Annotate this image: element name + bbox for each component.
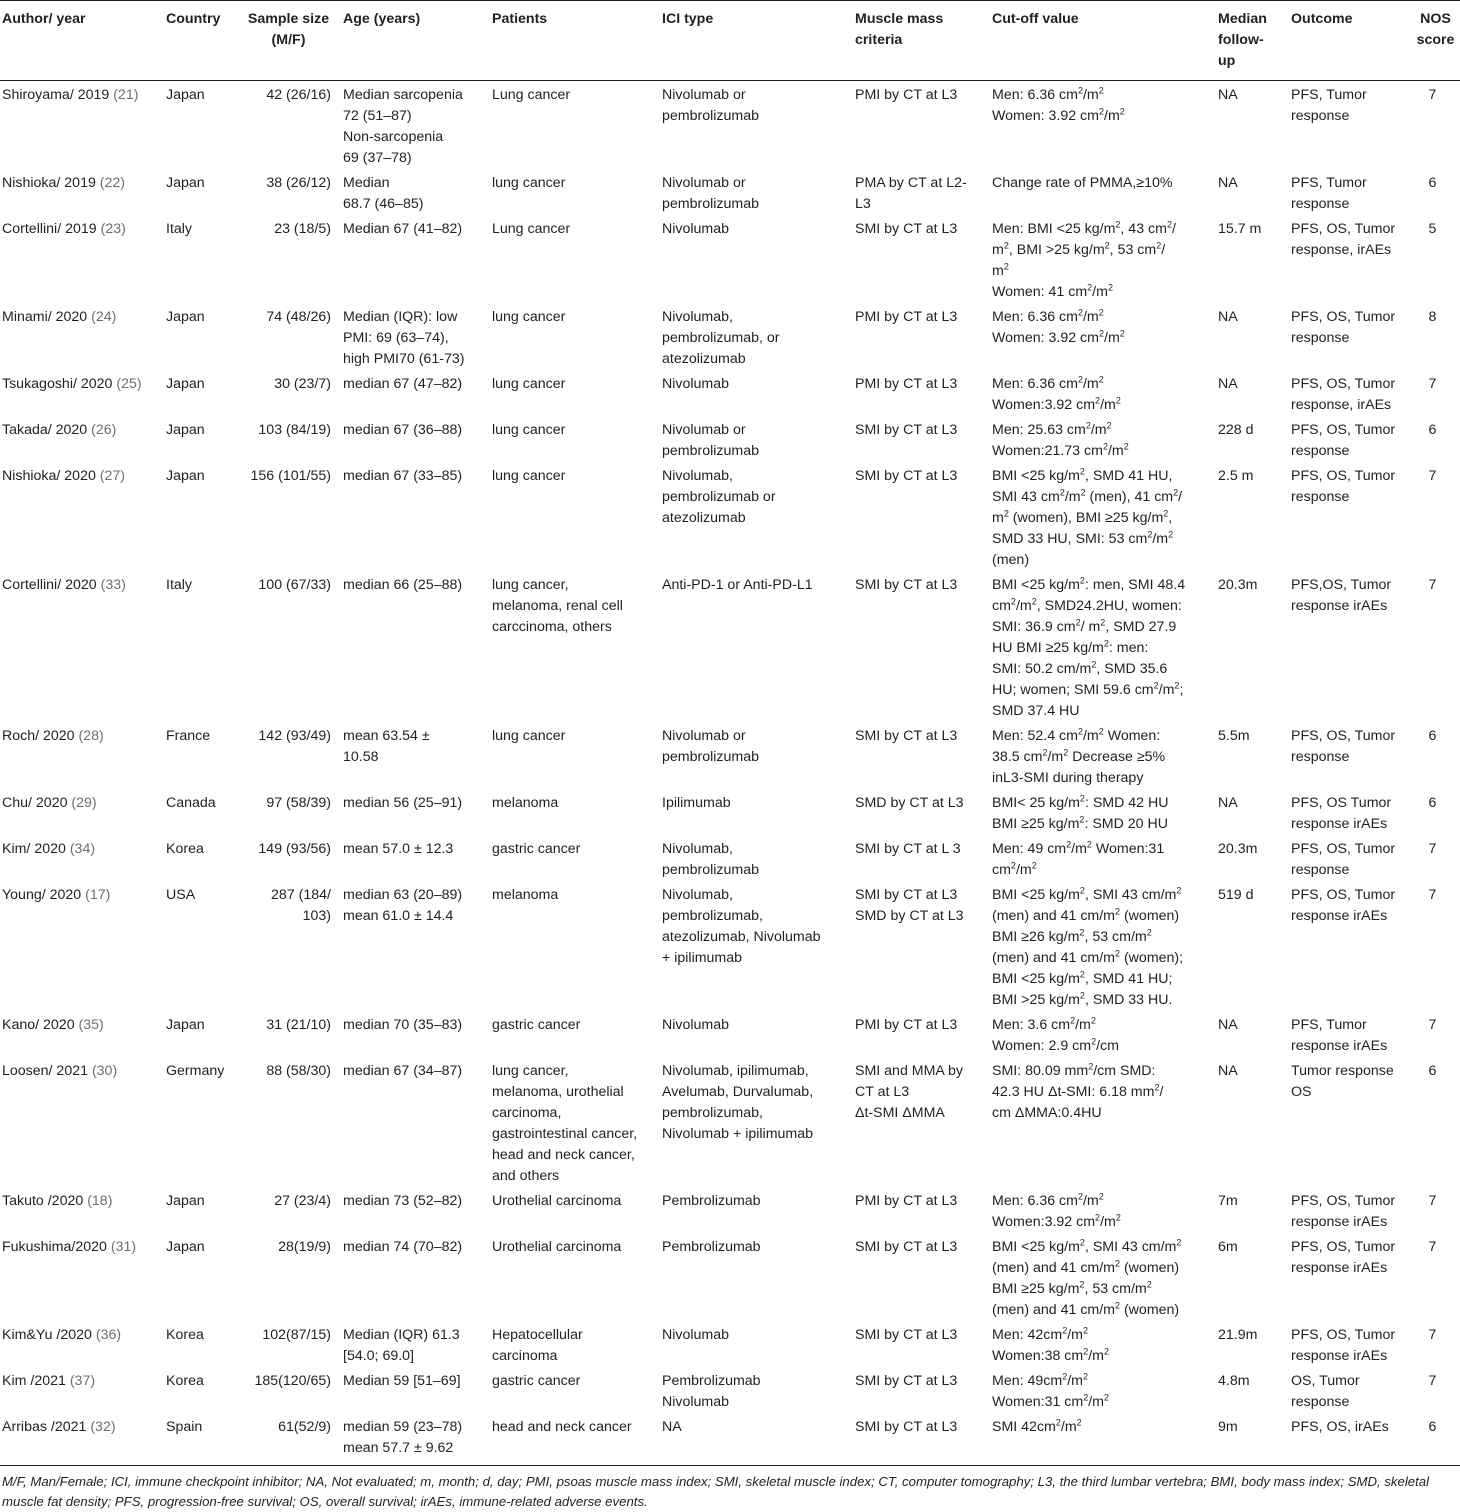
cell-ici-type: Ipilimumab <box>662 795 731 811</box>
cell-muscle-mass-criteria: PMI by CT at L3 <box>855 376 958 392</box>
header-sample-size: Sample size (M/F) <box>247 11 330 48</box>
cell-nos-score: 7 <box>1428 1193 1437 1209</box>
cell-age: median 67 (36–88) <box>343 422 463 438</box>
cell-nos-score: 7 <box>1428 468 1437 484</box>
cell-country: Korea <box>166 1373 204 1389</box>
cell-sample-size: 27 (23/4) <box>274 1193 331 1209</box>
cell-age: Median (IQR) 61.3 [54.0; 69.0] <box>343 1327 460 1364</box>
cell-author-year <box>0 1321 166 1367</box>
cell-patients: lung cancer, melanoma, urothelial carcinoma, gastrointestinal cancer, head and neck cancer, and others <box>492 1063 638 1184</box>
cell-median-followup: 5.5m <box>1218 728 1250 744</box>
cell-muscle-mass-criteria: SMI by CT at L3 <box>855 1419 958 1435</box>
reference-link[interactable]: (18) <box>87 1193 113 1209</box>
cell-outcome: PFS, OS, irAEs <box>1291 1419 1389 1435</box>
cell-age: mean 63.54 ± 10.58 <box>343 728 430 765</box>
cell-ici-type: Pembrolizumab <box>662 1193 761 1209</box>
cell-ici-type: Nivolumab <box>662 1327 730 1343</box>
cell-sample-size: 102(87/15) <box>262 1327 331 1343</box>
cell-cutoff-value: BMI< 25 $kg/m^2$: SMD 42 HU BMI ≥25 $kg/m^2$: SMD 20 HU <box>992 793 1169 832</box>
cell-patients: lung cancer <box>492 175 566 191</box>
cell-country: USA <box>166 887 196 903</box>
cell-cutoff-value: Change rate of PMMA,≥10% <box>992 175 1173 191</box>
table-row <box>0 881 1460 1011</box>
author-text: Chu/ 2020 <box>2 795 72 811</box>
header-author-year: Author/ year <box>2 11 86 27</box>
cell-author-year <box>0 1367 166 1413</box>
header-row <box>0 1 1460 81</box>
reference-link[interactable]: (27) <box>99 468 126 484</box>
cell-nos-score: 7 <box>1428 87 1437 103</box>
header-age: Age (years) <box>343 11 421 27</box>
table-row <box>0 303 1460 370</box>
header-cutoff-value: Cut-off value <box>992 11 1079 27</box>
cell-nos-score: 6 <box>1428 1419 1437 1435</box>
author-text: Young/ 2020 <box>2 887 86 903</box>
table-row <box>0 789 1460 835</box>
cell-sample-size: 30 (23/7) <box>274 376 331 392</box>
cell-outcome: PFS, OS, Tumor response <box>1291 422 1396 459</box>
cell-sample-size: 100 (67/33) <box>258 577 331 593</box>
cell-outcome: PFS, OS, Tumor response <box>1291 309 1396 346</box>
cell-outcome: PFS, OS, Tumor response <box>1291 841 1396 878</box>
cell-ici-type: Pembrolizumab Nivolumab <box>662 1373 761 1410</box>
cell-patients: lung cancer, melanoma, renal cell carccinoma, others <box>492 577 623 635</box>
cell-median-followup: NA <box>1218 376 1238 392</box>
cell-muscle-mass-criteria: SMI by CT at L3 <box>855 468 958 484</box>
cell-author-year <box>0 1057 166 1187</box>
table-body <box>0 81 1460 1466</box>
cell-nos-score: 7 <box>1428 841 1437 857</box>
cell-author-year <box>0 81 166 170</box>
cell-outcome: PFS, OS Tumor response irAEs <box>1291 795 1392 832</box>
cell-median-followup: NA <box>1218 175 1238 191</box>
cell-sample-size: 149 (93/56) <box>258 841 331 857</box>
cell-ici-type: Pembrolizumab <box>662 1239 761 1255</box>
header-median-followup: Median follow- up <box>1218 11 1267 69</box>
cell-nos-score: 6 <box>1428 728 1437 744</box>
cell-ici-type: Nivolumab or pembrolizumab <box>662 422 759 459</box>
cell-cutoff-value: Men: 3.6 $cm^2/m^2$ Women: 2.9 $cm^2/cm$ <box>992 1015 1119 1054</box>
cell-median-followup: NA <box>1218 1063 1238 1079</box>
cell-age: Median (IQR): low PMI: 69 (63–74), high PMI70 (61-73) <box>343 309 465 367</box>
cell-author-year <box>0 571 166 722</box>
cell-ici-type: Nivolumab or pembrolizumab <box>662 175 759 212</box>
cell-age: median 59 (23–78) mean 57.7 ± 9.62 <box>343 1419 463 1456</box>
cell-age: Median 68.7 (46–85) <box>343 175 424 212</box>
cell-cutoff-value: Men: BMI <25 $kg/m^2$, 43 $cm^2/$ $m^2$, BMI >25 $kg/m^2$, 53 $cm^2/$ $m^2$ Women: 41 $cm^2/m^2$ <box>992 219 1176 300</box>
cell-cutoff-value: BMI <25 $kg/m^2$, SMD 41 HU, SMI 43 $cm^2/m^2$ (men), 41 $cm^2/$ $m^2$ (women), BMI ≥25 $kg/m^2$, SMD 33 HU, SMI: 53 $cm^2/m^2$ (men) <box>992 466 1183 568</box>
cell-author-year <box>0 881 166 1011</box>
reference-link[interactable]: (28) <box>78 728 104 744</box>
cell-patients: lung cancer <box>492 468 566 484</box>
reference-link[interactable]: (26) <box>91 422 117 438</box>
header-muscle-mass-criteria: Muscle mass criteria <box>855 11 944 48</box>
cell-ici-type: Nivolumab or pembrolizumab <box>662 728 759 765</box>
header-patients: Patients <box>492 11 548 27</box>
cell-age: Median sarcopenia 72 (51–87) Non-sarcopenia 69 (37–78) <box>343 87 463 166</box>
cell-outcome: PFS, OS, Tumor response irAEs <box>1291 1193 1396 1230</box>
cell-patients: Lung cancer <box>492 87 571 103</box>
cell-age: median 67 (34–87) <box>343 1063 463 1079</box>
cell-muscle-mass-criteria: SMI by CT at L3 <box>855 221 958 237</box>
author-text: Kim/ 2020 <box>2 841 70 857</box>
cell-country: Japan <box>166 87 205 103</box>
cell-author-year <box>0 1011 166 1057</box>
cell-patients: gastric cancer <box>492 1017 581 1033</box>
cell-author-year <box>0 789 166 835</box>
cell-muscle-mass-criteria: SMI and MMA by CT at L3 Δt-SMI ΔMMA <box>855 1063 964 1121</box>
cell-author-year <box>0 370 166 416</box>
table-row <box>0 1367 1460 1413</box>
author-text: Kim&Yu /2020 <box>2 1327 96 1343</box>
cell-author-year <box>0 722 166 789</box>
cell-median-followup: 20.3m <box>1218 577 1258 593</box>
cell-country: France <box>166 728 211 744</box>
cell-cutoff-value: BMI <25 $kg/m^2$, SMI 43 $cm/m^2$ (men) and 41 $cm/m^2$ (women) BMI ≥26 $kg/m^2$, 53 $cm/m^2$ (men) and 41 $cm/m^2$ (women); BMI <25 $kg/m^2$, SMD 41 HU; BMI >25 $kg/m^2$, SMD 33 HU. <box>992 885 1184 1008</box>
author-text: Nishioka/ 2020 <box>2 468 100 484</box>
cell-country: Japan <box>166 1193 205 1209</box>
reference-link[interactable]: (25) <box>116 376 142 392</box>
table-row <box>0 462 1460 571</box>
reference-link[interactable]: (36) <box>95 1327 122 1343</box>
cell-ici-type: Nivolumab or pembrolizumab <box>662 87 759 124</box>
cell-country: Canada <box>166 795 216 811</box>
cell-sample-size: 97 (58/39) <box>266 795 331 811</box>
author-text: Roch/ 2020 <box>2 728 79 744</box>
cell-cutoff-value: SMI $42cm^2/m^2$ <box>992 1417 1082 1435</box>
cell-nos-score: 7 <box>1428 577 1437 593</box>
cell-outcome: PFS, OS, Tumor response <box>1291 728 1396 765</box>
reference-link[interactable]: (34) <box>69 841 96 857</box>
cell-muscle-mass-criteria: SMI by CT at L3 <box>855 1373 958 1389</box>
cell-age: mean 57.0 ± 12.3 <box>343 841 454 857</box>
cell-median-followup: 20.3m <box>1218 841 1258 857</box>
cell-patients: Urothelial carcinoma <box>492 1193 622 1209</box>
cell-age: median 66 (25–88) <box>343 577 463 593</box>
cell-median-followup: NA <box>1218 87 1238 103</box>
cell-muscle-mass-criteria: SMI by CT at L 3 <box>855 841 961 857</box>
table-row <box>0 215 1460 303</box>
cell-median-followup: NA <box>1218 1017 1238 1033</box>
cell-outcome: PFS,OS, Tumor response irAEs <box>1291 577 1392 614</box>
cell-median-followup: 6m <box>1218 1239 1238 1255</box>
author-text: Takuto /2020 <box>2 1193 88 1209</box>
cell-sample-size: 156 (101/55) <box>250 468 331 484</box>
cell-age: Median 67 (41–82) <box>343 221 463 237</box>
cell-age: median 73 (52–82) <box>343 1193 463 1209</box>
cell-outcome: OS, Tumor response <box>1291 1373 1360 1410</box>
reference-link[interactable]: (30) <box>91 1063 118 1079</box>
table-row <box>0 169 1460 215</box>
table-row <box>0 1057 1460 1187</box>
table-row <box>0 81 1460 170</box>
cell-outcome: PFS, OS, Tumor response irAEs <box>1291 1239 1396 1276</box>
cell-cutoff-value: Men: 6.36 $cm^2/m^2$ Women: 3.92 $cm^2/m^2$ <box>992 307 1125 346</box>
cell-nos-score: 6 <box>1428 1063 1437 1079</box>
cell-muscle-mass-criteria: SMI by CT at L3 <box>855 728 958 744</box>
cell-sample-size: 28(19/9) <box>278 1239 331 1255</box>
cell-age: median 56 (25–91) <box>343 795 463 811</box>
cell-patients: lung cancer <box>492 309 566 325</box>
cell-patients: melanoma <box>492 887 559 903</box>
cell-outcome: PFS, Tumor response <box>1291 175 1367 212</box>
cell-sample-size: 42 (26/16) <box>266 87 331 103</box>
cell-patients: Urothelial carcinoma <box>492 1239 622 1255</box>
table-row <box>0 1187 1460 1233</box>
cell-median-followup: NA <box>1218 795 1238 811</box>
cell-muscle-mass-criteria: SMI by CT at L3 <box>855 577 958 593</box>
cell-cutoff-value: Men: 6.36 $cm^2/m^2$ Women: 3.92 $cm^2/m^2$ <box>992 85 1125 124</box>
cell-patients: gastric cancer <box>492 1373 581 1389</box>
cell-cutoff-value: Men: 6.36 $cm^2/m^2$ Women:3.92 $cm^2/m^2$ <box>992 374 1121 413</box>
cell-nos-score: 7 <box>1428 1017 1437 1033</box>
cell-outcome: PFS, OS, Tumor response irAEs <box>1291 887 1396 924</box>
cell-sample-size: 88 (58/30) <box>266 1063 331 1079</box>
author-text: Loosen/ 2021 <box>2 1063 92 1079</box>
author-text: Cortellini/ 2020 <box>2 577 101 593</box>
cell-patients: lung cancer <box>492 728 566 744</box>
cell-sample-size: 38 (26/12) <box>266 175 331 191</box>
cell-cutoff-value: BMI <25 $kg/m^2$: men, SMI 48.4 $cm^2/m^2$, SMD24.2HU, women: SMI: 36.9 $cm^2/$ $m^2$, SMD 27.9 HU BMI ≥25 $kg/m^2$: men: SMI: 50.2 $cm/m^2$, SMD 35.6 HU; women; SMI 59.6 $cm^2/m^2$; SMD 37.4 HU <box>992 575 1186 719</box>
header-ici-type: ICI type <box>662 11 714 27</box>
cell-age: median 70 (35–83) <box>343 1017 463 1033</box>
cell-age: median 67 (33–85) <box>343 468 463 484</box>
cell-nos-score: 7 <box>1428 1239 1437 1255</box>
cell-patients: lung cancer <box>492 376 566 392</box>
cell-country: Korea <box>166 841 204 857</box>
cell-patients: lung cancer <box>492 422 566 438</box>
cell-ici-type: Nivolumab, pembrolizumab <box>662 841 759 878</box>
cell-sample-size: 61(52/9) <box>278 1419 331 1435</box>
author-text: Fukushima/2020 <box>2 1239 111 1255</box>
cell-nos-score: 6 <box>1428 795 1437 811</box>
cell-country: Japan <box>166 1017 205 1033</box>
cell-patients: Lung cancer <box>492 221 571 237</box>
cell-muscle-mass-criteria: SMI by CT at L3 <box>855 422 958 438</box>
cell-outcome: PFS, Tumor response irAEs <box>1291 1017 1388 1054</box>
cell-cutoff-value: Men: $42cm^2/m^2$ Women:38 $cm^2/m^2$ <box>992 1325 1109 1364</box>
cell-ici-type: Nivolumab, pembrolizumab or atezolizumab <box>662 468 776 526</box>
cell-author-year <box>0 835 166 881</box>
cell-outcome: PFS, OS, Tumor response, irAEs <box>1291 221 1396 258</box>
cell-age: Median 59 [51–69] <box>343 1373 461 1389</box>
cell-country: Spain <box>166 1419 203 1435</box>
table-row <box>0 1233 1460 1321</box>
cell-nos-score: 7 <box>1428 376 1437 392</box>
cell-ici-type: Nivolumab, ipilimumab, Avelumab, Durvalumab, pembrolizumab, Nivolumab + ipilimumab <box>662 1063 814 1142</box>
cell-sample-size: 287 (184/ 103) <box>271 887 331 924</box>
cell-sample-size: 74 (48/26) <box>266 309 331 325</box>
cell-cutoff-value: Men: 6.36 $cm^2/m^2$ Women:3.92 $cm^2/m^2$ <box>992 1191 1121 1230</box>
cell-cutoff-value: BMI <25 $kg/m^2$, SMI 43 $cm/m^2$ (men) and 41 $cm/m^2$ (women) BMI ≥25 $kg/m^2$, 53 $cm/m^2$ (men) and 41 $cm/m^2$ (women) <box>992 1237 1182 1318</box>
cell-sample-size: 185(120/65) <box>254 1373 331 1389</box>
cell-patients: head and neck cancer <box>492 1419 632 1435</box>
cell-author-year <box>0 1233 166 1321</box>
reference-link[interactable]: (22) <box>99 175 126 191</box>
cell-nos-score: 7 <box>1428 1327 1437 1343</box>
cell-median-followup: 228 d <box>1218 422 1254 438</box>
author-text: Arribas /2021 <box>2 1419 91 1435</box>
cell-author-year <box>0 303 166 370</box>
cell-author-year <box>0 215 166 303</box>
reference-link[interactable]: (29) <box>71 795 97 811</box>
cell-ici-type: NA <box>662 1419 682 1435</box>
cell-country: Korea <box>166 1327 204 1343</box>
cell-country: Japan <box>166 175 205 191</box>
cell-cutoff-value: Men: 49 $cm^2/m^2$ Women:31 $cm^2/m^2$ <box>992 839 1165 878</box>
cell-country: Germany <box>166 1063 225 1079</box>
cell-nos-score: 7 <box>1428 1373 1437 1389</box>
cell-age: median 67 (47–82) <box>343 376 463 392</box>
cell-author-year <box>0 462 166 571</box>
cell-median-followup: NA <box>1218 309 1238 325</box>
cell-country: Japan <box>166 1239 205 1255</box>
cell-ici-type: Nivolumab <box>662 1017 730 1033</box>
cell-patients: Hepatocellular carcinoma <box>492 1327 583 1364</box>
cell-age: median 74 (70–82) <box>343 1239 463 1255</box>
table-row <box>0 1011 1460 1057</box>
cell-author-year <box>0 416 166 462</box>
cell-muscle-mass-criteria: PMI by CT at L3 <box>855 309 958 325</box>
cell-ici-type: Nivolumab <box>662 376 730 392</box>
reference-link[interactable]: (32) <box>90 1419 116 1435</box>
cell-sample-size: 23 (18/5) <box>274 221 331 237</box>
table-row <box>0 1321 1460 1367</box>
table-row <box>0 571 1460 722</box>
cell-sample-size: 103 (84/19) <box>258 422 331 438</box>
cell-country: Japan <box>166 309 205 325</box>
cell-patients: gastric cancer <box>492 841 581 857</box>
reference-link[interactable]: (37) <box>69 1373 96 1389</box>
author-text: Kano/ 2020 <box>2 1017 79 1033</box>
author-text: Cortellini/ 2019 <box>2 221 101 237</box>
table-row <box>0 835 1460 881</box>
cell-muscle-mass-criteria: PMA by CT at L2- L3 <box>855 175 967 212</box>
cell-nos-score: 8 <box>1428 309 1437 325</box>
cell-patients: melanoma <box>492 795 559 811</box>
cell-country: Italy <box>166 577 193 593</box>
cell-ici-type: Anti-PD-1 or Anti-PD-L1 <box>662 577 813 593</box>
reference-link[interactable]: (33) <box>100 577 126 593</box>
header-nos-score: NOS score <box>1416 11 1455 48</box>
cell-outcome: Tumor response OS <box>1291 1063 1394 1100</box>
reference-link[interactable]: (17) <box>85 887 111 903</box>
cell-muscle-mass-criteria: PMI by CT at L3 <box>855 87 958 103</box>
table-row <box>0 1413 1460 1465</box>
cell-outcome: PFS, OS, Tumor response, irAEs <box>1291 376 1396 413</box>
cell-ici-type: Nivolumab, pembrolizumab, atezolizumab, Nivolumab + ipilimumab <box>662 887 821 966</box>
author-text: Nishioka/ 2019 <box>2 175 100 191</box>
reference-link[interactable]: (23) <box>100 221 126 237</box>
cell-cutoff-value: Men: 52.4 $cm^2/m^2$ Women: 38.5 $cm^2/m^2$ Decrease ≥5% inL3-SMI during therapy <box>992 726 1166 786</box>
cell-author-year <box>0 1413 166 1465</box>
cell-outcome: PFS, OS, Tumor response <box>1291 468 1396 505</box>
cell-median-followup: 4.8m <box>1218 1373 1250 1389</box>
author-text: Minami/ 2020 <box>2 309 92 325</box>
cell-nos-score: 6 <box>1428 422 1437 438</box>
author-text: Takada/ 2020 <box>2 422 92 438</box>
author-text: Tsukagoshi/ 2020 <box>2 376 117 392</box>
header-country: Country <box>166 11 221 27</box>
cell-median-followup: 2.5 m <box>1218 468 1254 484</box>
cell-muscle-mass-criteria: SMI by CT at L3 <box>855 1327 958 1343</box>
cell-cutoff-value: SMI: 80.09 $mm^2/cm$ SMD: 42.3 HU Δt-SMI: 6.18 $mm^2/$ cm ΔMMA:0.4HU <box>992 1061 1164 1121</box>
reference-link[interactable]: (24) <box>91 309 117 325</box>
cell-ici-type: Nivolumab <box>662 221 730 237</box>
cell-median-followup: 7m <box>1218 1193 1238 1209</box>
reference-link[interactable]: (31) <box>110 1239 137 1255</box>
cell-outcome: PFS, Tumor response <box>1291 87 1367 124</box>
cell-sample-size: 31 (21/10) <box>266 1017 331 1033</box>
cell-outcome: PFS, OS, Tumor response irAEs <box>1291 1327 1396 1364</box>
table-row <box>0 416 1460 462</box>
author-text: Kim /2021 <box>2 1373 70 1389</box>
cell-sample-size: 142 (93/49) <box>258 728 331 744</box>
table-row <box>0 722 1460 789</box>
author-text: Shiroyama/ 2019 <box>2 87 114 103</box>
cell-muscle-mass-criteria: SMD by CT at L3 <box>855 795 964 811</box>
cell-muscle-mass-criteria: PMI by CT at L3 <box>855 1017 958 1033</box>
cell-muscle-mass-criteria: SMI by CT at L3 <box>855 1239 958 1255</box>
cell-ici-type: Nivolumab, pembrolizumab, or atezolizumab <box>662 309 780 367</box>
table-row <box>0 370 1460 416</box>
cell-country: Japan <box>166 422 205 438</box>
cell-median-followup: 9m <box>1218 1419 1238 1435</box>
header-outcome: Outcome <box>1291 11 1353 27</box>
cell-cutoff-value: Men: $49cm^2/m^2$ Women:31 $cm^2/m^2$ <box>992 1371 1109 1410</box>
cell-median-followup: 15.7 m <box>1218 221 1262 237</box>
cell-median-followup: 519 d <box>1218 887 1254 903</box>
cell-country: Japan <box>166 376 205 392</box>
cell-median-followup: 21.9m <box>1218 1327 1258 1343</box>
cell-nos-score: 6 <box>1428 175 1437 191</box>
reference-link[interactable]: (21) <box>113 87 139 103</box>
cell-nos-score: 5 <box>1428 221 1437 237</box>
cell-age: median 63 (20–89) mean 61.0 ± 14.4 <box>343 887 463 924</box>
cell-muscle-mass-criteria: SMI by CT at L3 SMD by CT at L3 <box>855 887 964 924</box>
cell-country: Italy <box>166 221 193 237</box>
cell-nos-score: 7 <box>1428 887 1437 903</box>
table-footnote: M/F, Man/Female; ICI, immune checkpoint inhibitor; NA, Not evaluated; m, month; d, day; PMI, psoas muscle mass index; SMI, skeletal muscle index; CT, computer tomography; L3, the third lumbar vertebra; BMI, body mass index; SMD, skeletal muscle fat density; PFS, progression-free survival; OS, overall survival; irAEs, immune-related adverse events. <box>0 1465 1460 1512</box>
cell-author-year <box>0 1187 166 1233</box>
cell-cutoff-value: Men: 25.63 $cm^2/m^2$ Women:21.73 $cm^2/m^2$ <box>992 420 1129 459</box>
cell-muscle-mass-criteria: PMI by CT at L3 <box>855 1193 958 1209</box>
cell-author-year <box>0 169 166 215</box>
cell-country: Japan <box>166 468 205 484</box>
reference-link[interactable]: (35) <box>78 1017 104 1033</box>
